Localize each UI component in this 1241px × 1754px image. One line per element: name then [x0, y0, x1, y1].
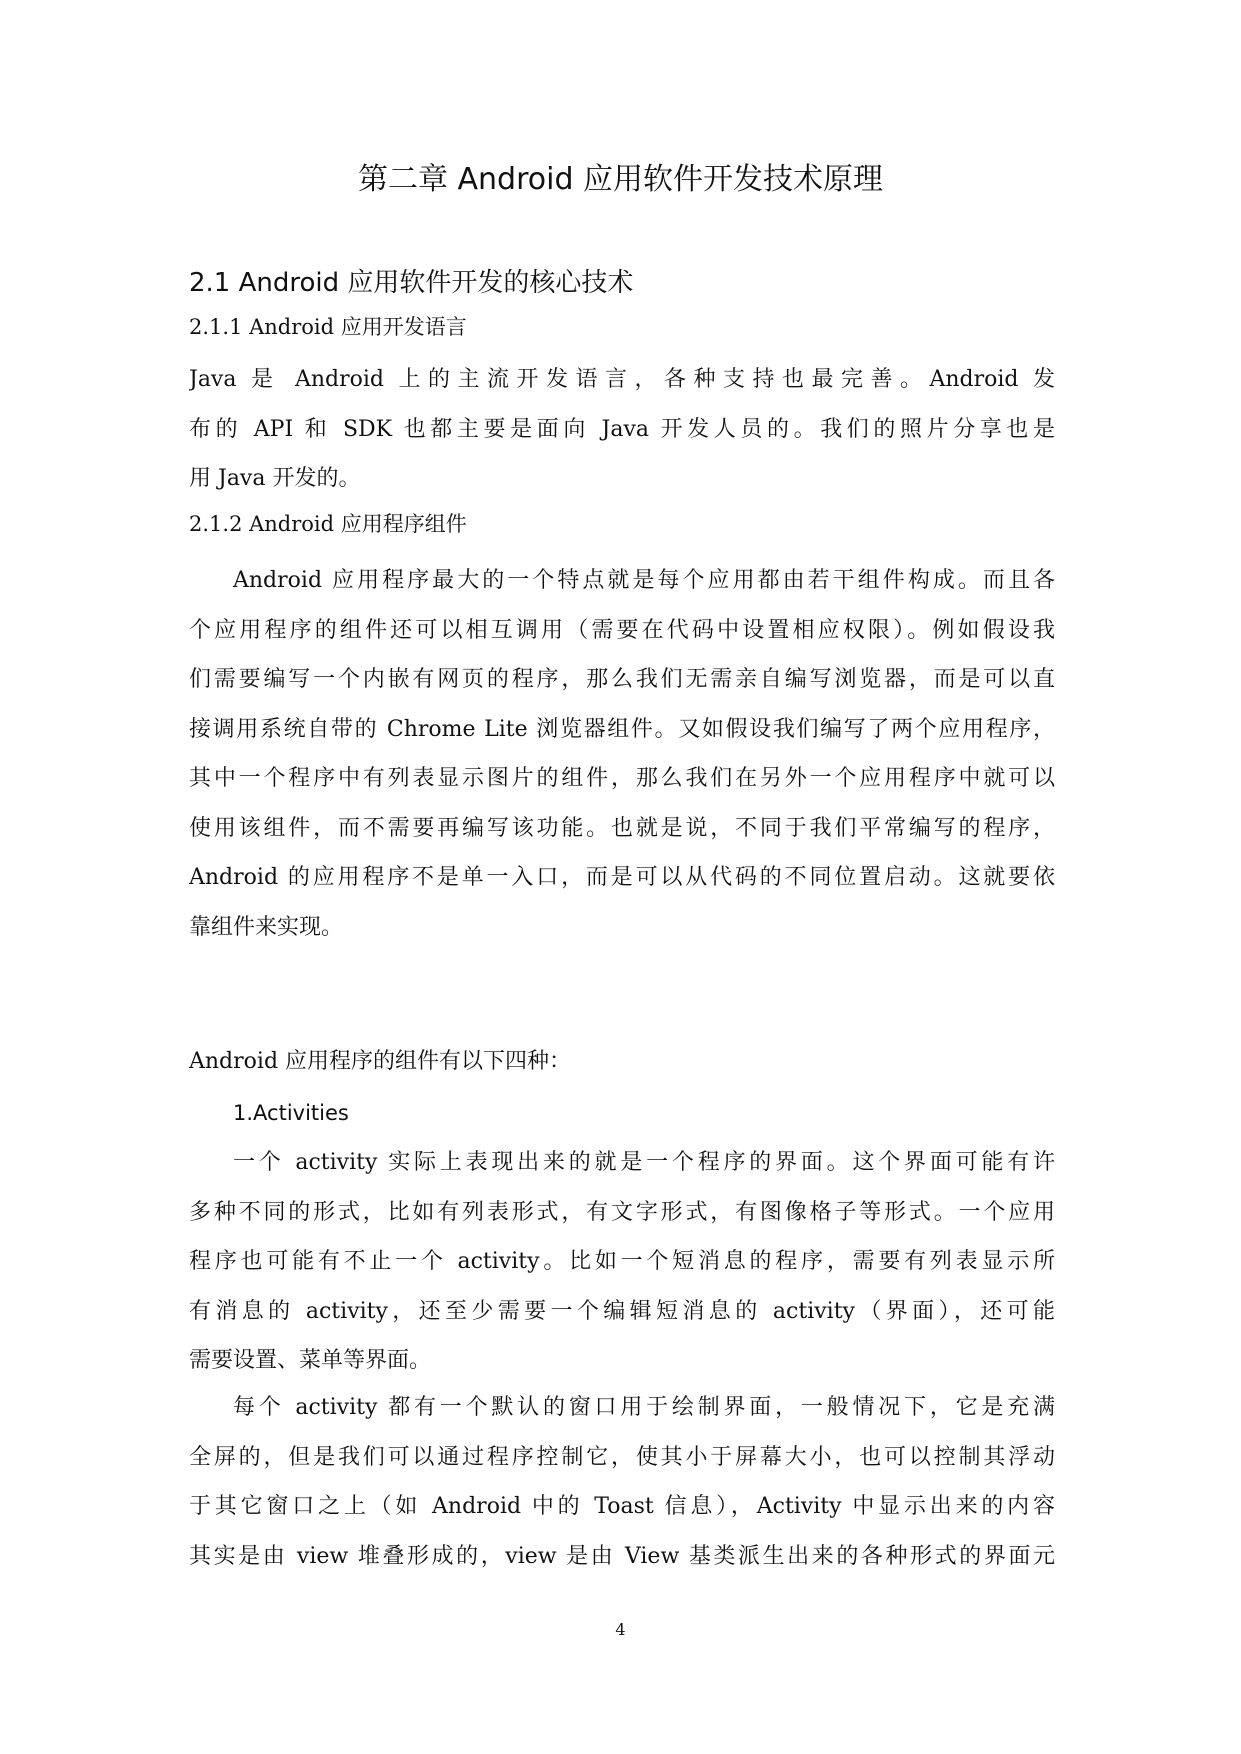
paragraph-line: 有消息的 activity，还至少需要一个编辑短消息的 activity（界面），还可能: [189, 1298, 1055, 1324]
paragraph-activities-1: [189, 1138, 1055, 1386]
paragraph-line: 布的 API 和 SDK 也都主要是面向 Java 开发人员的。我们的照片分享也是: [189, 416, 1055, 442]
components-intro: Android 应用程序的组件有以下四种：: [189, 1049, 572, 1074]
paragraph-line: 多种不同的形式，比如有列表形式，有文字形式，有图像格子等形式。一个应用: [189, 1199, 1055, 1225]
paragraph-line: 靠组件来实现。: [189, 914, 344, 940]
paragraph-line: 一个 activity 实际上表现出来的就是一个程序的界面。这个界面可能有许: [233, 1150, 1055, 1175]
paragraph-line: 需要设置、菜单等界面。: [189, 1348, 432, 1373]
paragraph-line: 个应用程序的组件还可以相互调用（需要在代码中设置相应权限）。例如假设我: [189, 617, 1055, 643]
paragraph-line: Android 应用程序最大的一个特点就是每个应用都由若干组件构成。而且各: [233, 568, 1055, 593]
paragraph-line: Java 是 Android 上的主流开发语言，各种支持也最完善。Android 发: [189, 367, 1055, 392]
subsection-heading-components: 2.1.2 Android 应用程序组件: [189, 512, 467, 536]
paragraph-line: 程序也可能有不止一个 activity。比如一个短消息的程序，需要有列表显示所: [189, 1249, 1055, 1274]
subsection-heading-language: 2.1.1 Android 应用开发语言: [189, 315, 467, 339]
paragraph-line: 其实是由 view 堆叠形成的，view 是由 View 基类派生出来的各种形式的界面元: [189, 1543, 1055, 1569]
paragraph-line: 用 Java 开发的。: [189, 466, 361, 491]
paragraph-components: [189, 556, 1055, 952]
paragraph-line: 使用该组件，而不需要再编写该功能。也就是说，不同于我们平常编写的程序，: [189, 815, 1055, 841]
list-item-activities-title: 1.Activities: [233, 1101, 349, 1125]
paragraph-line: 其中一个程序中有列表显示图片的组件，那么我们在另外一个应用程序中就可以: [189, 766, 1055, 791]
paragraph-activities-2: [189, 1383, 1055, 1581]
page-number: 4: [615, 1620, 626, 1639]
paragraph-line: 每个 activity 都有一个默认的窗口用于绘制界面，一般情况下，它是充满: [233, 1395, 1055, 1420]
paragraph-line: Android 的应用程序不是单一入口，而是可以从代码的不同位置启动。这就要依: [189, 865, 1055, 890]
section-heading: 2.1 Android 应用软件开发的核心技术: [189, 268, 634, 298]
chapter-title: 第二章 Android 应用软件开发技术原理: [357, 162, 884, 197]
paragraph-line: 接调用系统自带的 Chrome Lite 浏览器组件。又如假设我们编写了两个应用程序，: [189, 716, 1055, 742]
paragraph-line: 们需要编写一个内嵌有网页的程序，那么我们无需亲自编写浏览器，而是可以直: [189, 667, 1055, 692]
paragraph-line: 全屏的，但是我们可以通过程序控制它，使其小于屏幕大小，也可以控制其浮动: [189, 1444, 1055, 1470]
paragraph-language: [189, 355, 1055, 504]
paragraph-line: 于其它窗口之上（如 Android 中的 Toast 信息），Activity 中显示出来的内容: [189, 1494, 1055, 1519]
